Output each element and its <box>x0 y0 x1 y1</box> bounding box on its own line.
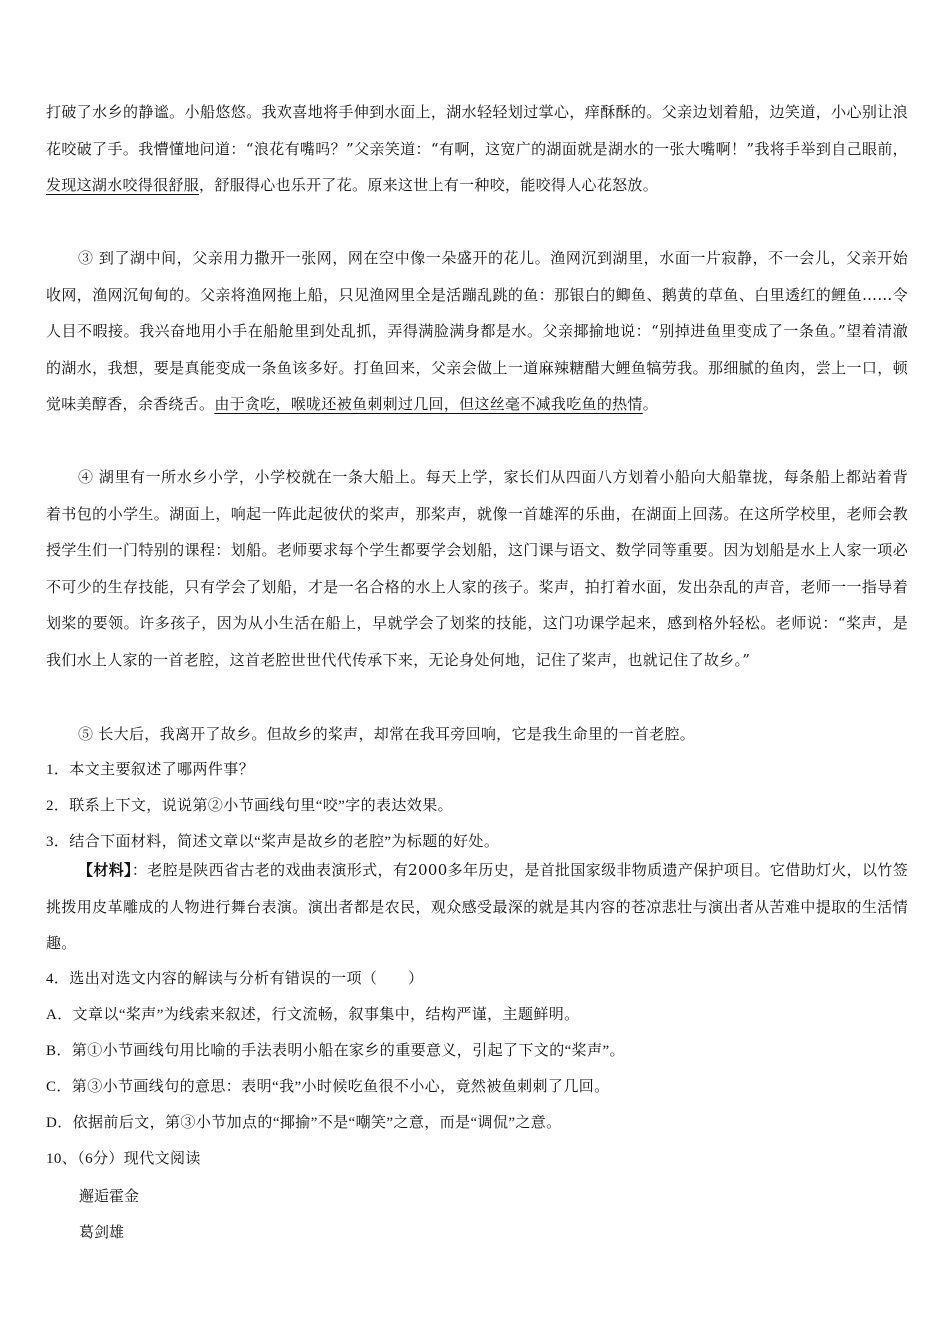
material-label: 【材料】 <box>78 861 132 879</box>
paragraph-4: ④ 湖里有一所水乡小学，小学校就在一条大船上。每天上学，家长们从四面八方划着小船向大船靠拢，每条船上都站着背着书包的小学生。湖面上，响起一阵此起彼伏的桨声，那桨声，就像一首雄浑的乐曲，在湖面上回荡。在这所学校里，老师会教授学生们一门特别的课程：划船。老师要求每个学生都要学会划船，这门课与语文、数学同等重要。因为划船是水上人家一项必不可少的生存技能，只有学会了划船，才是一名合格的水上人家的孩子。桨声，拍打着水面，发出杂乱的声音，老师一一指导着划桨的要领。许多孩子，因为从小生活在船上，早就学会了划桨的技能，这门功课学起来，感到格外轻松。老师说：“桨声，是我们水上人家的一首老腔，这首老腔世世代代传承下来，无论身处何地，记住了桨声，也就记住了故乡。” <box>46 468 908 669</box>
paragraph-5: ⑤ 长大后，我离开了故乡。但故乡的桨声，却常在我耳旁回响，它是我生命里的一首老腔。 <box>78 725 696 743</box>
article-author: 葛剑雄 <box>79 1223 125 1241</box>
option-b: B．第①小节画线句用比喻的手法表明小船在家乡的重要意义，引起了下文的“桨声”。 <box>46 1043 625 1059</box>
option-a: A．文章以“桨声”为线索来叙述，行文流畅，叙事集中，结构严谨，主题鲜明。 <box>46 1007 580 1023</box>
question-3: 3．结合下面材料，简述文章以“桨声是故乡的老腔”为标题的好处。 <box>46 834 500 850</box>
underlined-sentence-2: 发现这湖水咬得很舒服 <box>46 176 200 194</box>
article-title: 邂逅霍金 <box>79 1187 140 1205</box>
paragraph-3: ③ 到了湖中间，父亲用力撒开一张网，网在空中像一朵盛开的花儿。渔网沉到湖里，水面一片寂静，不一会儿，父亲开始收网，渔网沉甸甸的。父亲将渔网拖上船，只见渔网里全是活蹦乱跳的鱼：那银白的鲫鱼、鹅黄的草鱼、白里透红的鲤鱼……令人目不暇接。我兴奋地用小手在船舱里到处乱抓，弄得满脸满身都是水。父亲揶揄地说：“别掉进鱼里变成了一条鱼。”望着清澈的湖水，我想，要是真能变成一条鱼该多好。打鱼回来，父亲会做上一道麻辣糖醋大鲤鱼犒劳我。那细腻的鱼肉，尝上一口，顿觉味美醇香，余香绕舌。由于贪吃，喉咙还被鱼刺刺过几回，但这丝毫不减我吃鱼的热情。 <box>46 249 908 413</box>
question-2: 2．联系上下文，说说第②小节画线句里“咬”字的表达效果。 <box>46 798 454 814</box>
section-10-heading: 10、（6分）现代文阅读 <box>46 1151 201 1167</box>
option-c: C．第③小节画线句的意思：表明“我”小时候吃鱼很不小心，竟然被鱼刺刺了几回。 <box>46 1079 610 1095</box>
option-d: D．依据前后文，第③小节加点的“揶揄”不是“嘲笑”之意，而是“调侃”之意。 <box>46 1115 562 1131</box>
underlined-sentence-3: 由于贪吃，喉咙还被鱼刺刺过几回，但这丝毫不减我吃鱼的热情 <box>214 395 643 413</box>
paragraph-2-tail: 打破了水乡的静谧。小船悠悠。我欢喜地将手伸到水面上，湖水轻轻划过掌心，痒酥酥的。父亲边划着船，边笑道，小心别让浪花咬破了手。我懵懂地问道：“浪花有嘴吗？”父亲笑道：“有啊，这宽广的湖面就是湖水的一张大嘴啊！”我将手举到自己眼前，发现这湖水咬得很舒服，舒服得心也乐开了花。原来这世上有一种咬，能咬得人心花怒放。 <box>46 103 908 194</box>
question-1: 1．本文主要叙述了哪两件事？ <box>46 762 255 778</box>
material-block: 【材料】：老腔是陕西省古老的戏曲表演形式，有2000多年历史，是首批国家级非物质遗产保护项目。它借助灯火，以竹签挑拨用皮革雕成的人物进行舞台表演。演出者都是农民，观众感受最深的就是其内容的苍凉悲壮与演出者从苦难中提取的生活情趣。 <box>46 861 909 952</box>
question-4: 4．选出对选文内容的解读与分析有错误的一项（ ） <box>46 971 424 987</box>
